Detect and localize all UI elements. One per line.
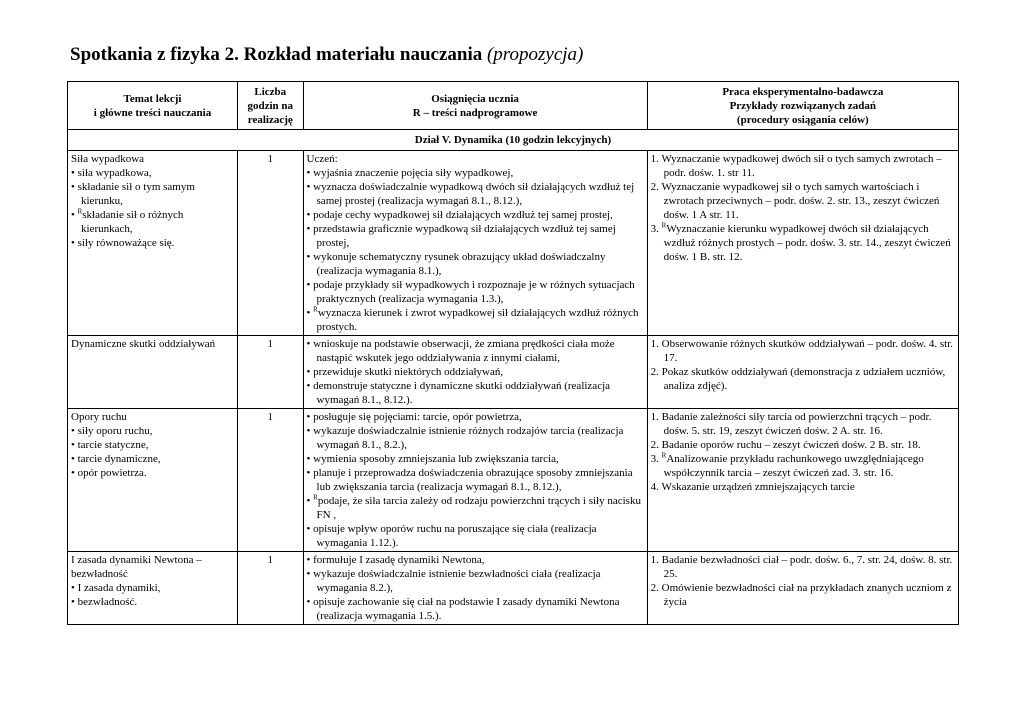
achievement-item: • opisuje zachowanie się ciał na podstawie I zasady dynamiki Newtona (realizacja wymagania 1.5.).: [306, 596, 620, 622]
work-item: 3. $^R$Analizowanie przykładu rachunkowego uwzględniającego współczynnik tarcia – zeszyt ćwiczeń zad. 3. str. 16.: [650, 451, 924, 479]
section-row: [68, 130, 959, 151]
achievement-item: • wnioskuje na podstawie obserwacji, że zmiana prędkości ciała może nastąpić wskutek jego oddziaływania z innymi ciałami,: [306, 338, 615, 364]
table-row: [68, 151, 959, 336]
r-marker: R: [77, 207, 83, 216]
topic-title: Opory ruchu: [71, 411, 127, 423]
table-row: [68, 552, 959, 625]
work-cell: [647, 409, 958, 552]
work-item: 4. Wskazanie urządzeń zmniejszających tarcie: [650, 481, 855, 493]
achievements-cell: [303, 336, 647, 409]
achievements-intro: Uczeń:: [306, 153, 338, 165]
title-sub: (propozycja): [486, 44, 584, 65]
work-item: 2. Wyznaczanie wypadkowej sił o tych samych wartościach i zwrotach przeciwnych – podr. dośw. 2. str. 13., zeszyt ćwiczeń dośw. 1 A str. 11.: [650, 181, 940, 221]
header-row: [68, 82, 959, 130]
r-marker: R: [313, 305, 318, 314]
achievement-item: • $^R$wyznacza kierunek i zwrot wypadkowej sił działających wzdłuż różnych prostych.: [306, 305, 639, 333]
header-work: Praca eksperymentalno-badawcza Przykłady rozwiązanych zadań (procedury osiągania celów): [647, 82, 958, 130]
document-title: [70, 44, 583, 66]
achievement-item: • $^R$podaje, że siła tarcia zależy od rodzaju powierzchni trących i siły nacisku FN ,: [306, 493, 641, 521]
work-item: 1. Obserwowanie różnych skutków oddziaływań – podr. dośw. 4. str. 17.: [650, 338, 953, 364]
topic-item: • bezwładność.: [71, 596, 138, 608]
header-hours: Liczba godzin na realizację: [238, 82, 304, 130]
r-marker: R: [661, 221, 667, 230]
title-main: Spotkania z fizyka 2. Rozkład materiału nauczania: [70, 44, 483, 65]
topic-item: • tarcie statyczne,: [71, 439, 149, 451]
topic-cell: [68, 151, 238, 336]
r-marker: R: [661, 451, 667, 460]
achievement-item: • wyznacza doświadczalnie wypadkową dwóch sił działających wzdłuż tej samej prostej (realizacja wymagań 8.1., 8.12.),: [306, 181, 635, 207]
achievement-item: • formułuje I zasadę dynamiki Newtona,: [306, 554, 485, 566]
topic-title: Dynamiczne skutki oddziaływań: [71, 338, 216, 350]
achievement-item: • opisuje wpływ oporów ruchu na poruszające się ciała (realizacja wymagania 1.12.).: [306, 523, 597, 549]
achievement-item: • wykazuje doświadczalnie istnienie różnych rodzajów tarcia (realizacja wymagań 8.1., 8.2.),: [306, 425, 624, 451]
hours-cell: 1: [238, 552, 304, 625]
achievement-item: • przewiduje skutki niektórych oddziaływań,: [306, 366, 504, 378]
curriculum-table: [67, 81, 959, 625]
hours-cell: 1: [238, 336, 304, 409]
table-row: [68, 409, 959, 552]
achievement-item: • demonstruje statyczne i dynamiczne skutki oddziaływań (realizacja wymagań 8.1., 8.12.).: [306, 380, 611, 406]
achievement-item: • podaje cechy wypadkowej sił działających wzdłuż tej samej prostej,: [306, 209, 613, 221]
work-item: 1. Badanie bezwładności ciał – podr. dośw. 6., 7. str. 24, dośw. 8. str. 25.: [650, 554, 953, 580]
achievement-item: • posługuje się pojęciami: tarcie, opór powietrza,: [306, 411, 522, 423]
work-cell: [647, 336, 958, 409]
achievement-item: • przedstawia graficznie wypadkową sił działających wzdłuż tej samej prostej,: [306, 223, 616, 249]
achievement-item: • planuje i przeprowadza doświadczenia obrazujące sposoby zmniejszania lub zwiększania tarcia (realizacja wymagań 8.1., 8.12.),: [306, 467, 633, 493]
header-topic: Temat lekcji i główne treści nauczania: [68, 82, 238, 130]
topic-item: • tarcie dynamiczne,: [71, 453, 161, 465]
achievements-cell: [303, 552, 647, 625]
topic-item: • siły oporu ruchu,: [71, 425, 153, 437]
topic-cell: [68, 336, 238, 409]
work-item: 2. Pokaz skutków oddziaływań (demonstracja z udziałem uczniów, analiza zdjęć).: [650, 366, 946, 392]
work-cell: [647, 552, 958, 625]
achievements-cell: [303, 151, 647, 336]
r-marker: R: [313, 493, 318, 502]
topic-title: I zasada dynamiki Newtona – bezwładność: [71, 554, 202, 580]
work-item: 2. Omówienie bezwładności ciał na przykładach znanych uczniom z życia: [650, 582, 952, 608]
achievement-item: • podaje przykłady sił wypadkowych i rozpoznaje je w różnych sytuacjach praktycznych (realizacja wymagania 1.3.),: [306, 279, 635, 305]
achievement-item: • wykonuje schematyczny rysunek obrazujący układ doświadczalny (realizacja wymagania 8.1.),: [306, 251, 606, 277]
hours-cell: 1: [238, 409, 304, 552]
topic-cell: [68, 552, 238, 625]
table-row: [68, 336, 959, 409]
topic-cell: [68, 409, 238, 552]
header-achievements: Osiągnięcia ucznia R – treści nadprogramowe: [303, 82, 647, 130]
topic-item: • siły równoważące się.: [71, 237, 175, 249]
achievement-item: • wykazuje doświadczalnie istnienie bezwładności ciała (realizacja wymagania 8.2.),: [306, 568, 601, 594]
topic-title: Siła wypadkowa: [71, 153, 145, 165]
section-title: Dział V. Dynamika (10 godzin lekcyjnych): [68, 130, 959, 151]
achievement-item: • wyjaśnia znaczenie pojęcia siły wypadkowej,: [306, 167, 514, 179]
table-body: [68, 151, 959, 625]
topic-item: • $^R$składanie sił o różnych kierunkach,: [71, 207, 184, 235]
work-item: 1. Badanie zależności siły tarcia od powierzchni trących – podr. dośw. 5. str. 19, zeszyt ćwiczeń dośw. 2 A. str. 16.: [650, 411, 932, 437]
topic-item: • składanie sił o tym samym kierunku,: [71, 181, 195, 207]
topic-item: • siła wypadkowa,: [71, 167, 152, 179]
work-cell: [647, 151, 958, 336]
achievements-cell: [303, 409, 647, 552]
work-item: 1. Wyznaczanie wypadkowej dwóch sił o tych samych zwrotach – podr. dośw. 1. str 11.: [650, 153, 942, 179]
topic-item: • I zasada dynamiki,: [71, 582, 161, 594]
work-item: 2. Badanie oporów ruchu – zeszyt ćwiczeń dośw. 2 B. str. 18.: [650, 439, 921, 451]
work-item: 3. $^R$Wyznaczanie kierunku wypadkowej dwóch sił działających wzdłuż różnych prostych – podr. dośw. 3. str. 14., zeszyt ćwiczeń dośw. 1 B. str. 12.: [650, 221, 951, 263]
topic-item: • opór powietrza.: [71, 467, 147, 479]
achievement-item: • wymienia sposoby zmniejszania lub zwiększania tarcia,: [306, 453, 559, 465]
hours-cell: 1: [238, 151, 304, 336]
